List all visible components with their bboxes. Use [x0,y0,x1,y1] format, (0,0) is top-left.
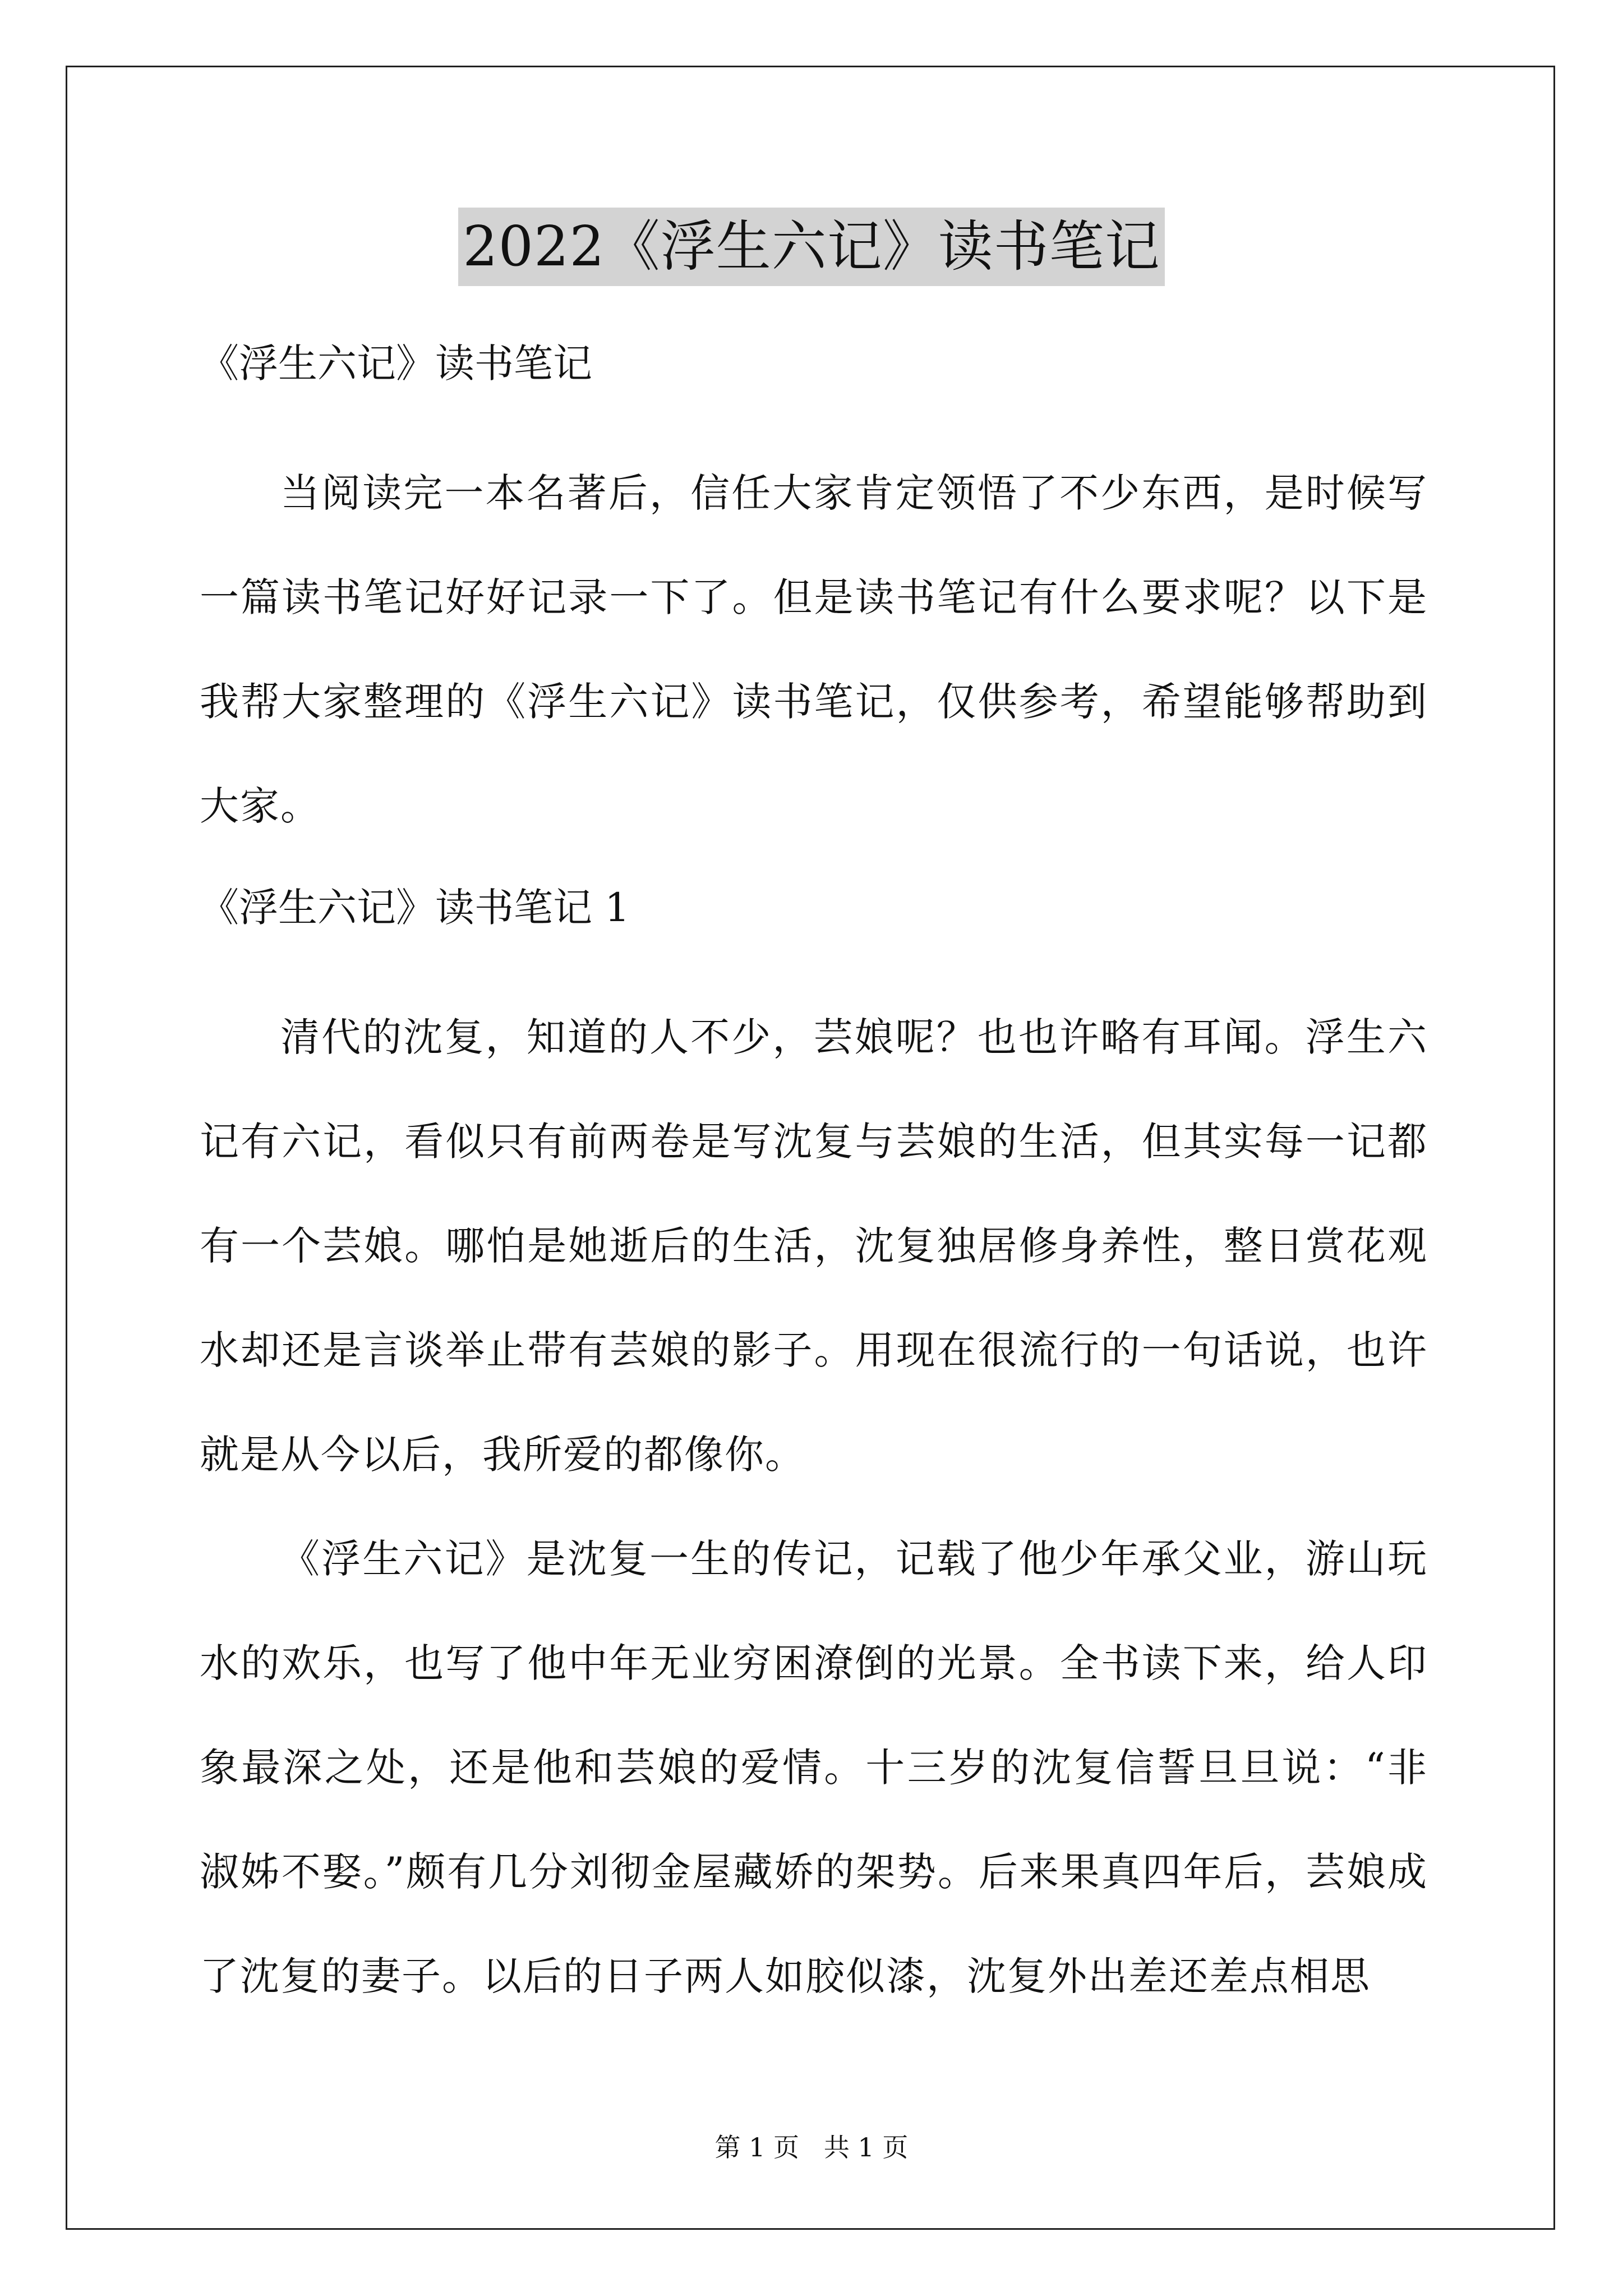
intro-paragraph: 当阅读完一本名著后，信任大家肯定领悟了不少东西，是时候写一篇读书笔记好好记录一下了。但是读书笔记有什么要求呢？以下是我帮大家整理的《浮生六记》读书笔记，仅供参考，希望能够帮助到大家。 [200,470,1428,829]
document-body [200,337,1428,2028]
note-1-paragraph-1: 清代的沈复，知道的人不少，芸娘呢？也也许略有耳闻。浮生六记有六记，看似只有前两卷是写沈复与芸娘的生活，但其实每一记都有一个芸娘。哪怕是她逝后的生活，沈复独居修身养性，整日赏花观水却还是言谈举止带有芸娘的影子。用现在很流行的一句话说，也许就是从今以后，我所爱的都像你。 [200,1014,1428,1478]
section-heading-note-1: 《浮生六记》读书笔记 1 [200,885,630,931]
note-1-paragraph-2: 《浮生六记》是沈复一生的传记，记载了他少年承父业，游山玩水的欢乐，也写了他中年无业穷困潦倒的光景。全书读下来，给人印象最深之处，还是他和芸娘的爱情。十三岁的沈复信誓旦旦说：“非淑姊不娶。”颇有几分刘彻金屋藏娇的架势。后来果真四年后，芸娘成了沈复的妻子。以后的日子两人如胶似漆，沈复外出差还差点相思 [200,1536,1428,1999]
page-footer: 第 1 页 共 1 页 [714,2132,909,2162]
document-title: 2022《浮生六记》读书笔记 [458,208,1164,286]
title-container [0,208,1623,286]
section-heading-intro: 《浮生六记》读书笔记 [200,341,592,386]
